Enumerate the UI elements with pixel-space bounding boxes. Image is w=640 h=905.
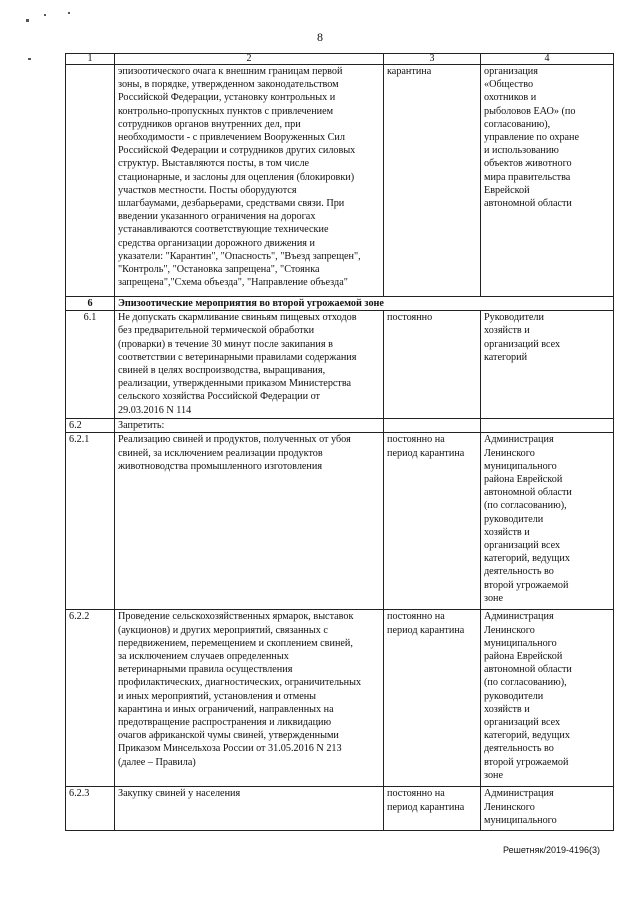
scan-mark xyxy=(28,58,31,60)
table-row xyxy=(66,65,614,297)
document-footer-code: Решетняк/2019-4196(3) xyxy=(503,845,600,855)
row-number: 6.2.1 xyxy=(66,433,115,610)
responsible-cell: Администрация Ленинского муниципального района Еврейской автономной области (по согласованию), руководители хозяйств и организаций всех категорий, ведущих деятельность во второй угрожаемой зоне xyxy=(481,610,614,787)
row-number: 6.2.2 xyxy=(66,610,115,787)
term-cell: постоянно на период карантина xyxy=(384,610,481,787)
table-row xyxy=(66,787,614,831)
term-cell: постоянно на период карантина xyxy=(384,433,481,610)
term-cell: постоянно на период карантина xyxy=(384,787,481,831)
row-number: 6.2 xyxy=(66,419,115,433)
page-number: 8 xyxy=(317,30,323,44)
row-number: 6.1 xyxy=(66,311,115,419)
scan-mark xyxy=(44,14,46,16)
measure-text: эпизоотического очага к внешним границам первой зоны, в порядке, утвержденном законодательством Российской Федерации, установку контрольных и контрольно-пропускных пунктов с привлечением сотрудников органов внутренних дел, при необходимости - с привлечением Вооруженных Сил Российской Федерации и сотрудников других силовых структур. Выставляются посты, в том числе стационарные, и заслоны для оцепления (блокировки) участков местности. Посты оборудуются шлагбаумами, дезбарьерами, средствами связи. При введении указанного ограничения на дорогах устанавливаются соответствующие технические средства организации дорожного движения и указатели: "Карантин", "Опасность", "Въезд запрещен", "Контроль", "Остановка запрещена", "Стоянка запрещена","Схема объезда", "Направление объезда" xyxy=(115,65,384,297)
section-title: Эпизоотические мероприятия во второй угрожаемой зоне xyxy=(115,297,614,311)
term-cell xyxy=(384,419,481,433)
scan-mark xyxy=(68,12,70,14)
responsible-cell: Администрация Ленинского муниципального района Еврейской автономной области (по согласованию), руководители хозяйств и организаций всех категорий, ведущих деятельность во второй угрожаемой зоне xyxy=(481,433,614,610)
table-row xyxy=(66,419,614,433)
section-row xyxy=(66,297,614,311)
header-cell: 1 xyxy=(66,54,115,65)
header-row xyxy=(66,54,614,65)
measure-text: Не допускать скармливание свиньям пищевых отходов без предварительной термической обработки (проварки) в течение 30 минут после закипания в соответствии с ветеринарными правилами содержания свиней в целях воспроизводства, выращивания, реализации, утвержденными приказом Министерства сельского хозяйства Российской Федерации от 29.03.2016 N 114 xyxy=(115,311,384,419)
measure-text: Реализацию свиней и продуктов, полученных от убоя свиней, за исключением реализации продуктов животноводства промышленного изготовления xyxy=(115,433,384,610)
row-number: 6.2.3 xyxy=(66,787,115,831)
responsible-cell: Руководители хозяйств и организаций всех категорий xyxy=(481,311,614,419)
header-cell: 4 xyxy=(481,54,614,65)
section-number: 6 xyxy=(66,297,115,311)
term-cell: постоянно xyxy=(384,311,481,419)
table-row xyxy=(66,433,614,610)
measure-text: Проведение сельскохозяйственных ярмарок, выставок (аукционов) и других мероприятий, связанных с передвижением, перемещением и скоплением свиней, за исключением случаев определенных ветеринарными правила осуществления профилактических, диагностических, ограничительных и иных мероприятий, установления и отмены карантина и иных ограничений, направленных на предотвращение распространения и ликвидацию очагов африканской чумы свиней, утвержденными Приказом Минсельхоза России от 31.05.2016 N 213 (далее – Правила) xyxy=(115,610,384,787)
measures-table xyxy=(65,53,614,831)
header-cell: 3 xyxy=(384,54,481,65)
measure-text: Запретить: xyxy=(115,419,384,433)
measure-text: Закупку свиней у населения xyxy=(115,787,384,831)
table-row xyxy=(66,311,614,419)
responsible-cell: Администрация Ленинского муниципального xyxy=(481,787,614,831)
scan-mark xyxy=(26,19,29,22)
table-row xyxy=(66,610,614,787)
term-cell: карантина xyxy=(384,65,481,297)
responsible-cell: организация «Общество охотников и рыболовов ЕАО» (по согласованию), управление по охране и использованию объектов животного мира правительства Еврейской автономной области xyxy=(481,65,614,297)
responsible-cell xyxy=(481,419,614,433)
row-number xyxy=(66,65,115,297)
header-cell: 2 xyxy=(115,54,384,65)
